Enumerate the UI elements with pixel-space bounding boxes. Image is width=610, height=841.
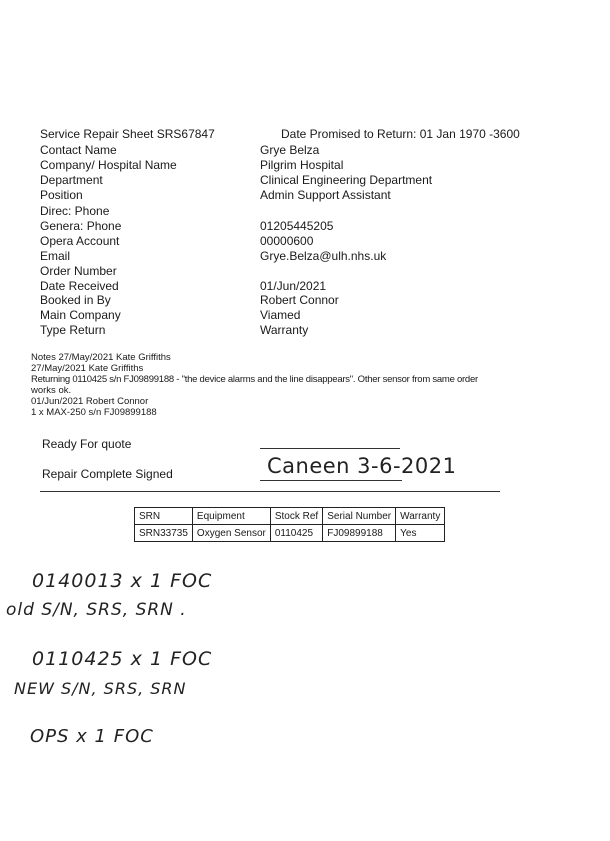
sheet-title: Service Repair Sheet SRS67847 (40, 127, 215, 141)
repair-complete-label: Repair Complete Signed (42, 467, 173, 481)
note-line: 1 x MAX-250 s/n FJ09899188 (31, 407, 157, 418)
label-main-company: Main Company (40, 308, 121, 322)
cell-srn: SRN33735 (135, 525, 193, 542)
value-opera-account: 00000600 (260, 234, 314, 248)
note-line: Notes 27/May/2021 Kate Griffiths (31, 352, 171, 363)
date-promised: Date Promised to Return: 01 Jan 1970 -3600 (281, 127, 520, 141)
label-opera-account: Opera Account (40, 234, 120, 248)
cell-warranty: Yes (396, 525, 445, 542)
handwritten-line: OPS x 1 FOC (30, 726, 154, 747)
label-email: Email (40, 249, 71, 263)
value-contact-name: Grye Belza (260, 143, 320, 157)
note-line: Returning 0110425 s/n FJ09899188 - "the device alarms and the line disappears". Other sensor from same order (31, 374, 478, 385)
header-srn: SRN (135, 508, 193, 525)
value-general-phone: 01205445205 (260, 219, 334, 233)
note-line: works ok. (31, 385, 72, 396)
handwritten-signature: Caneen 3-6-2021 (267, 454, 457, 478)
value-email: Grye.Belza@ulh.nhs.uk (260, 249, 387, 263)
label-order-number: Order Number (40, 264, 117, 278)
value-department: Clinical Engineering Department (260, 173, 433, 187)
table-row (135, 525, 445, 542)
label-date-received: Date Received (40, 279, 119, 293)
label-type-return: Type Return (40, 323, 106, 337)
label-general-phone: Genera: Phone (40, 219, 122, 233)
value-type-return: Warranty (260, 323, 309, 337)
header-warranty: Warranty (396, 508, 445, 525)
note-line: 27/May/2021 Kate Griffiths (31, 363, 144, 374)
header-serial-number: Serial Number (323, 508, 396, 525)
label-position: Position (40, 188, 83, 202)
header-equipment: Equipment (192, 508, 270, 525)
value-position: Admin Support Assistant (260, 188, 391, 202)
header-stock-ref: Stock Ref (270, 508, 322, 525)
ready-for-quote-label: Ready For quote (42, 437, 132, 451)
cell-equipment: Oxygen Sensor (192, 525, 270, 542)
equipment-table (134, 507, 445, 542)
handwritten-line: NEW S/N, SRS, SRN (14, 679, 187, 698)
cell-stock-ref: 0110425 (270, 525, 322, 542)
label-direct-phone: Direc: Phone (40, 204, 110, 218)
label-contact-name: Contact Name (40, 143, 117, 157)
label-department: Department (40, 173, 103, 187)
handwritten-line: 0140013 x 1 FOC (32, 570, 213, 592)
table-header-row (135, 508, 445, 525)
value-date-received: 01/Jun/2021 (260, 279, 327, 293)
note-line: 01/Jun/2021 Robert Connor (31, 396, 149, 407)
handwritten-line: 0110425 x 1 FOC (32, 648, 213, 670)
label-booked-in-by: Booked in By (40, 293, 111, 307)
value-booked-in-by: Robert Connor (260, 293, 339, 307)
value-main-company: Viamed (260, 308, 301, 322)
cell-serial-number: FJ09899188 (323, 525, 396, 542)
label-company: Company/ Hospital Name (40, 158, 177, 172)
value-company: Pilgrim Hospital (260, 158, 344, 172)
divider (40, 491, 500, 492)
handwritten-line: old S/N, SRS, SRN . (6, 600, 187, 620)
ready-signature-line (260, 448, 400, 449)
complete-signature-line (260, 480, 402, 481)
